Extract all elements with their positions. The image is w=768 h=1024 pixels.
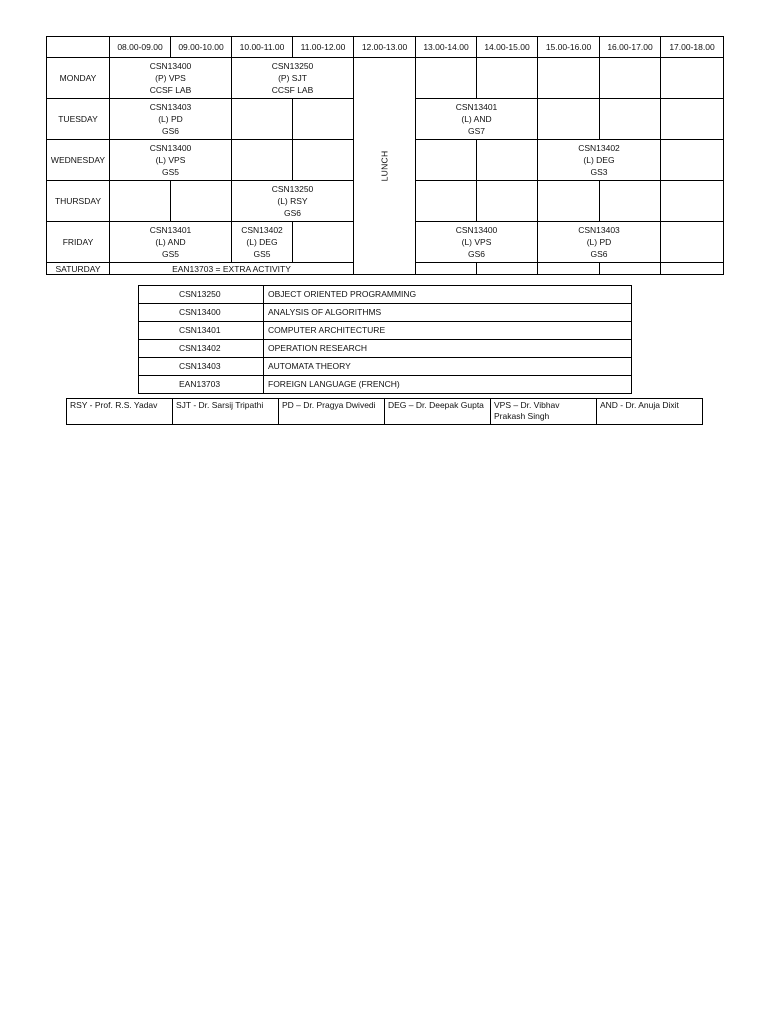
session-type-faculty: (P) SJT bbox=[278, 73, 307, 83]
empty-cell bbox=[293, 222, 354, 263]
session-type-faculty: (P) VPS bbox=[155, 73, 186, 83]
room: CCSF LAB bbox=[149, 85, 192, 95]
course-name: OBJECT ORIENTED PROGRAMMING bbox=[264, 286, 632, 304]
time-slot-header: 15.00-16.00 bbox=[538, 37, 600, 58]
empty-cell bbox=[661, 58, 724, 99]
session-cell bbox=[232, 58, 354, 99]
empty-cell bbox=[538, 58, 600, 99]
course-name: OPERATION RESEARCH bbox=[264, 340, 632, 358]
lunch-cell bbox=[354, 58, 416, 275]
empty-cell bbox=[293, 99, 354, 140]
course-code: CSN13402 bbox=[139, 340, 264, 358]
faculty-entry: VPS – Dr. Vibhav Prakash Singh bbox=[491, 399, 597, 425]
corner-cell bbox=[47, 37, 110, 58]
room: GS6 bbox=[161, 126, 179, 136]
empty-cell bbox=[538, 263, 600, 275]
course-code: CSN13400 bbox=[139, 304, 264, 322]
session-cell bbox=[110, 222, 232, 263]
course-code: CSN13403 bbox=[149, 102, 192, 112]
empty-cell bbox=[661, 140, 724, 181]
course-code: CSN13250 bbox=[139, 286, 264, 304]
session-cell bbox=[110, 58, 232, 99]
day-label: THURSDAY bbox=[47, 181, 110, 222]
empty-cell bbox=[661, 181, 724, 222]
session-type-faculty: (L) PD bbox=[158, 114, 183, 124]
header-row bbox=[47, 37, 724, 58]
course-code: CSN13402 bbox=[241, 225, 283, 235]
course-name: ANALYSIS OF ALGORITHMS bbox=[264, 304, 632, 322]
table-row bbox=[139, 304, 632, 322]
time-slot-header: 16.00-17.00 bbox=[600, 37, 661, 58]
session-type-faculty: (L) RSY bbox=[277, 196, 308, 206]
time-slot-header: 13.00-14.00 bbox=[416, 37, 477, 58]
empty-cell bbox=[477, 181, 538, 222]
room: GS6 bbox=[590, 249, 608, 259]
session-type-faculty: (L) DEG bbox=[583, 155, 615, 165]
course-code: CSN13401 bbox=[149, 225, 192, 235]
table-row bbox=[139, 340, 632, 358]
faculty-entry: DEG – Dr. Deepak Gupta bbox=[385, 399, 491, 425]
session-type-faculty: (L) AND bbox=[461, 114, 492, 124]
empty-cell bbox=[661, 263, 724, 275]
day-label: FRIDAY bbox=[47, 222, 110, 263]
course-code: CSN13401 bbox=[139, 322, 264, 340]
time-slot-header: 10.00-11.00 bbox=[232, 37, 293, 58]
room: CCSF LAB bbox=[271, 85, 314, 95]
empty-cell bbox=[477, 140, 538, 181]
session-cell bbox=[232, 222, 293, 263]
session-type-faculty: (L) VPS bbox=[155, 155, 186, 165]
room: GS6 bbox=[467, 249, 485, 259]
session-cell bbox=[110, 140, 232, 181]
course-code: EAN13703 bbox=[139, 376, 264, 394]
time-slot-header: 11.00-12.00 bbox=[293, 37, 354, 58]
course-name: AUTOMATA THEORY bbox=[264, 358, 632, 376]
session-cell bbox=[416, 222, 538, 263]
session-type-faculty: (L) AND bbox=[155, 237, 186, 247]
time-slot-header: 17.00-18.00 bbox=[661, 37, 724, 58]
course-code: CSN13403 bbox=[139, 358, 264, 376]
session-cell bbox=[538, 222, 661, 263]
time-slot-header: 12.00-13.00 bbox=[354, 37, 416, 58]
course-name: FOREIGN LANGUAGE (FRENCH) bbox=[264, 376, 632, 394]
course-code: CSN13250 bbox=[271, 61, 314, 71]
empty-cell bbox=[477, 58, 538, 99]
day-label: SATURDAY bbox=[47, 263, 110, 275]
day-label: WEDNESDAY bbox=[47, 140, 110, 181]
empty-cell bbox=[600, 263, 661, 275]
empty-cell bbox=[600, 58, 661, 99]
empty-cell bbox=[661, 222, 724, 263]
room: GS5 bbox=[253, 249, 271, 259]
day-row-monday bbox=[47, 58, 724, 99]
room: GS5 bbox=[161, 249, 179, 259]
empty-cell bbox=[600, 99, 661, 140]
course-name: COMPUTER ARCHITECTURE bbox=[264, 322, 632, 340]
empty-cell bbox=[538, 99, 600, 140]
course-code: CSN13400 bbox=[149, 143, 192, 153]
lunch-label: LUNCH bbox=[379, 150, 390, 182]
empty-cell bbox=[232, 140, 293, 181]
empty-cell bbox=[293, 140, 354, 181]
empty-cell bbox=[110, 181, 171, 222]
timetable bbox=[46, 36, 724, 275]
faculty-entry: RSY - Prof. R.S. Yadav bbox=[67, 399, 173, 425]
time-slot-header: 14.00-15.00 bbox=[477, 37, 538, 58]
session-cell bbox=[110, 99, 232, 140]
empty-cell bbox=[416, 263, 477, 275]
session-type-faculty: (L) VPS bbox=[461, 237, 492, 247]
faculty-legend-table bbox=[66, 398, 703, 425]
course-code: CSN13400 bbox=[149, 61, 192, 71]
empty-cell bbox=[171, 181, 232, 222]
time-slot-header: 08.00-09.00 bbox=[110, 37, 171, 58]
session-cell bbox=[538, 140, 661, 181]
course-code: CSN13403 bbox=[578, 225, 620, 235]
room: GS3 bbox=[590, 167, 608, 177]
table-row bbox=[67, 399, 703, 425]
room: GS6 bbox=[283, 208, 301, 218]
faculty-entry: AND - Dr. Anuja Dixit bbox=[597, 399, 703, 425]
course-code: CSN13400 bbox=[455, 225, 498, 235]
faculty-entry: PD – Dr. Pragya Dwivedi bbox=[279, 399, 385, 425]
course-legend-table bbox=[138, 285, 632, 394]
empty-cell bbox=[416, 181, 477, 222]
empty-cell bbox=[661, 99, 724, 140]
room: GS5 bbox=[161, 167, 179, 177]
empty-cell bbox=[538, 181, 600, 222]
day-label: TUESDAY bbox=[47, 99, 110, 140]
table-row bbox=[139, 286, 632, 304]
faculty-entry: SJT - Dr. Sarsij Tripathi bbox=[173, 399, 279, 425]
empty-cell bbox=[232, 99, 293, 140]
table-row bbox=[139, 376, 632, 394]
extra-activity-cell: EAN13703 = EXTRA ACTIVITY bbox=[110, 263, 354, 275]
empty-cell bbox=[416, 140, 477, 181]
course-code: CSN13401 bbox=[455, 102, 498, 112]
empty-cell bbox=[477, 263, 538, 275]
empty-cell bbox=[600, 181, 661, 222]
course-code: CSN13250 bbox=[271, 184, 314, 194]
day-label: MONDAY bbox=[47, 58, 110, 99]
session-cell bbox=[232, 181, 354, 222]
time-slot-header: 09.00-10.00 bbox=[171, 37, 232, 58]
session-type-faculty: (L) DEG bbox=[246, 237, 278, 247]
table-row bbox=[139, 322, 632, 340]
table-row bbox=[139, 358, 632, 376]
room: GS7 bbox=[467, 126, 485, 136]
session-cell bbox=[416, 99, 538, 140]
empty-cell bbox=[416, 58, 477, 99]
session-type-faculty: (L) PD bbox=[586, 237, 612, 247]
course-code: CSN13402 bbox=[578, 143, 620, 153]
